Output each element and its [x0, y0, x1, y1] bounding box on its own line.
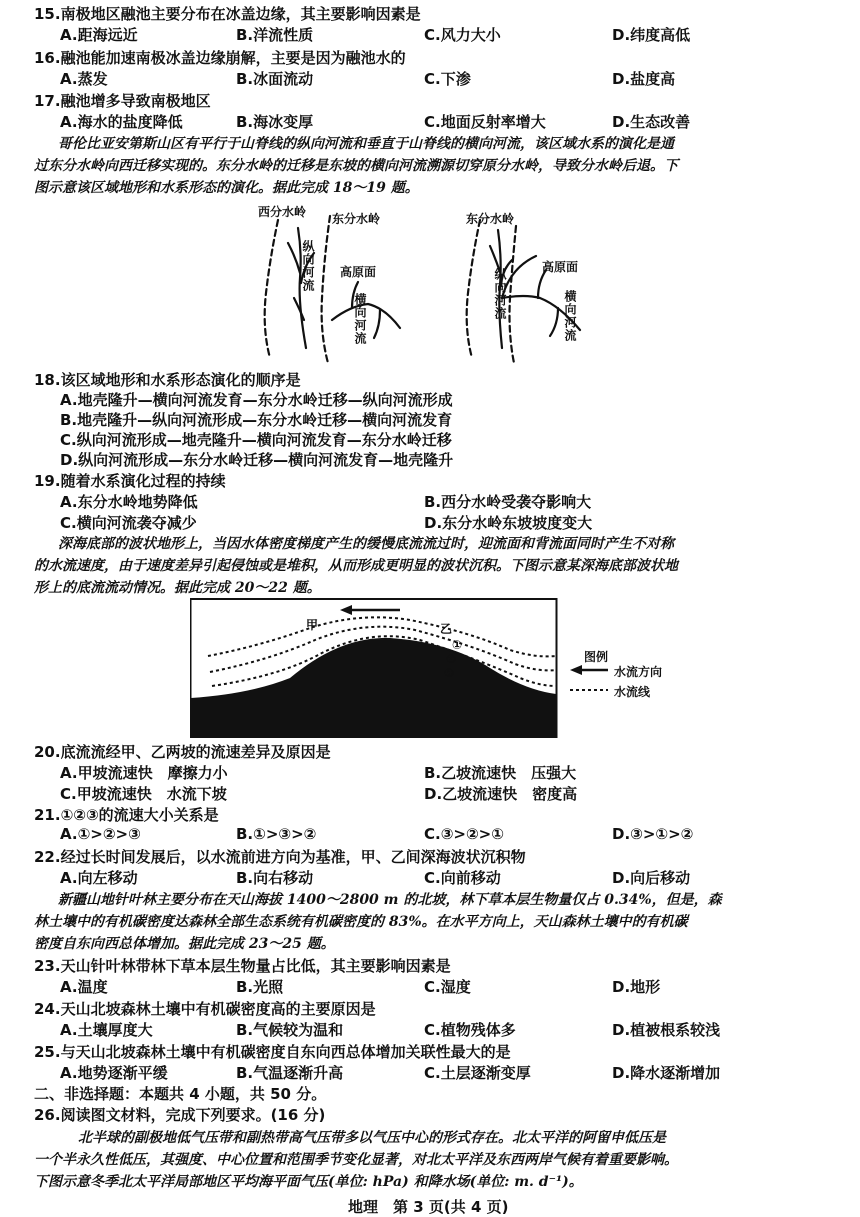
- q21-option-a: A.①>②>③: [60, 825, 141, 843]
- q18-option-a: A.地壳隆升—横向河流发育—东分水岭迁移—纵向河流形成: [60, 391, 453, 409]
- label-transverse-river-left: 横向河流: [353, 293, 367, 345]
- q22-option-a: A.向左移动: [60, 869, 138, 887]
- q22-option-d: D.向后移动: [612, 869, 691, 887]
- q17-option-a: A.海水的盐度降低: [60, 113, 183, 131]
- q21-option-c: C.③>②>①: [424, 825, 504, 843]
- label-east-divide-right: 东分水岭: [466, 212, 515, 226]
- q19-option-c: C.横向河流袭夺减少: [60, 514, 197, 532]
- label-plateau-right: 高原面: [542, 260, 579, 274]
- label-flow-line-3: ③: [444, 666, 455, 680]
- label-slope-jia: 甲: [306, 618, 319, 632]
- legend-title: 图例: [584, 650, 609, 664]
- q22-option-b: B.向右移动: [236, 869, 314, 887]
- q25-option-c: C.土层逐渐变厚: [424, 1064, 531, 1082]
- question-21-stem: 21.①②③的流速大小关系是: [34, 806, 219, 824]
- passage-20-line-2: 的水流速度，由于速度差异引起侵蚀或是堆积，从而形成更明显的波状沉积。下图示意某深海底部波状地: [34, 558, 678, 574]
- legend-flow-line: 水流线: [614, 685, 651, 699]
- question-18-stem: 18.该区域地形和水系形态演化的顺序是: [34, 371, 301, 389]
- label-west-divide-left: 西分水岭: [258, 205, 307, 219]
- q15-option-b: B.洋流性质: [236, 26, 314, 44]
- passage-26-line-3: 下图示意冬季北太平洋局部地区平均海平面气压(单位: hPa) 和降水场(单位: m. d⁻¹)。: [34, 1174, 583, 1190]
- q20-option-b: B.乙坡流速快 压强大: [424, 764, 577, 782]
- q17-option-c: C.地面反射率增大: [424, 113, 546, 131]
- q23-option-b: B.光照: [236, 978, 284, 996]
- q20-option-c: C.甲坡流速快 水流下坡: [60, 785, 227, 803]
- question-16-stem: 16.融池能加速南极冰盖边缘崩解，主要是因为融池水的: [34, 49, 406, 67]
- legend-flow-direction: 水流方向: [614, 665, 663, 679]
- question-17-stem: 17.融池增多导致南极地区: [34, 92, 211, 110]
- passage-23-line-2: 林土壤中的有机碳密度达森林全部生态系统有机碳密度的 83%。在水平方向上，天山森林土壤中的有机碳: [34, 914, 688, 930]
- passage-23-line-3: 密度自东向西总体增加。据此完成 23～25 题。: [34, 936, 335, 952]
- q24-option-d: D.植被根系较浅: [612, 1021, 721, 1039]
- q15-option-d: D.纬度高低: [612, 26, 691, 44]
- label-longitudinal-river-left: 纵向河流: [301, 240, 315, 292]
- passage-18-line-1: 哥伦比亚安第斯山区有平行于山脊线的纵向河流和垂直于山脊线的横向河流，该区域水系的演化是通: [58, 136, 674, 152]
- label-east-divide-left: 东分水岭: [332, 212, 381, 226]
- q15-option-a: A.距海远近: [60, 26, 138, 44]
- q23-option-a: A.温度: [60, 978, 108, 996]
- label-slope-yi: 乙: [440, 622, 453, 636]
- question-26-stem: 26.阅读图文材料，完成下列要求。(16 分): [34, 1106, 326, 1124]
- passage-18-line-3: 图示意该区域地形和水系形态的演化。据此完成 18～19 题。: [34, 180, 419, 196]
- question-20-stem: 20.底流流经甲、乙两坡的流速差异及原因是: [34, 743, 331, 761]
- question-22-stem: 22.经过长时间发展后，以水流前进方向为基准，甲、乙间深海波状沉积物: [34, 848, 526, 866]
- q18-option-d: D.纵向河流形成—东分水岭迁移—横向河流发育—地壳隆升: [60, 451, 454, 469]
- bottom-current-diagram: [190, 598, 670, 740]
- q25-option-a: A.地势逐渐平缓: [60, 1064, 168, 1082]
- passage-20-line-1: 深海底部的波状地形上，当因水体密度梯度产生的缓慢底流流过时，迎流面和背流面同时产生不对称: [58, 536, 674, 552]
- q25-option-d: D.降水逐渐增加: [612, 1064, 721, 1082]
- bottom-current-figure: [190, 598, 670, 740]
- passage-20-line-3: 形上的底流流动情况。据此完成 20～22 题。: [34, 580, 321, 596]
- q17-option-d: D.生态改善: [612, 113, 691, 131]
- q25-option-b: B.气温逐渐升高: [236, 1064, 344, 1082]
- question-19-stem: 19.随着水系演化过程的持续: [34, 472, 226, 490]
- question-15-stem: 15.南极地区融池主要分布在冰盖边缘，其主要影响因素是: [34, 5, 421, 23]
- q23-option-c: C.湿度: [424, 978, 471, 996]
- page-footer: 地理 第 3 页(共 4 页): [348, 1198, 509, 1216]
- q18-option-c: C.纵向河流形成—地壳隆升—横向河流发育—东分水岭迁移: [60, 431, 452, 449]
- q16-option-c: C.下渗: [424, 70, 471, 88]
- question-25-stem: 25.与天山北坡森林土壤中有机碳密度自东向西总体增加关联性最大的是: [34, 1043, 511, 1061]
- q22-option-c: C.向前移动: [424, 869, 501, 887]
- passage-18-line-2: 过东分水岭向西迁移实现的。东分水岭的迁移是东坡的横向河流溯源切穿原分水岭，导致分水岭后退。下: [34, 158, 678, 174]
- label-flow-line-2: ②: [446, 652, 457, 666]
- q20-option-d: D.乙坡流速快 密度高: [424, 785, 578, 803]
- passage-26-line-1: 北半球的副极地低气压带和副热带高气压带多以气压中心的形式存在。北太平洋的阿留申低压是: [78, 1130, 666, 1146]
- q23-option-d: D.地形: [612, 978, 661, 996]
- q17-option-b: B.海冰变厚: [236, 113, 314, 131]
- q15-option-c: C.风力大小: [424, 26, 501, 44]
- passage-26-line-2: 一个半永久性低压，其强度、中心位置和范围季节变化显著，对北太平洋及东西两岸气候有着重要影响。: [34, 1152, 678, 1168]
- q18-option-b: B.地壳隆升—纵向河流形成—东分水岭迁移—横向河流发育: [60, 411, 453, 429]
- q19-option-b: B.西分水岭受袭夺影响大: [424, 493, 592, 511]
- q16-option-d: D.盐度高: [612, 70, 676, 88]
- q24-option-b: B.气候较为温和: [236, 1021, 344, 1039]
- label-plateau-left: 高原面: [340, 265, 377, 279]
- q24-option-c: C.植物残体多: [424, 1021, 516, 1039]
- q19-option-a: A.东分水岭地势降低: [60, 493, 198, 511]
- question-23-stem: 23.天山针叶林带林下草本层生物量占比低，其主要影响因素是: [34, 957, 451, 975]
- question-24-stem: 24.天山北坡森林土壤中有机碳密度高的主要原因是: [34, 1000, 376, 1018]
- label-transverse-river-right: 横向河流: [563, 290, 577, 342]
- q24-option-a: A.土壤厚度大: [60, 1021, 153, 1039]
- watershed-evolution-figure: [240, 198, 630, 366]
- q16-option-a: A.蒸发: [60, 70, 108, 88]
- q16-option-b: B.冰面流动: [236, 70, 314, 88]
- label-longitudinal-river-right: 纵向河流: [493, 268, 507, 320]
- label-flow-line-1: ①: [452, 638, 463, 652]
- q21-option-d: D.③>①>②: [612, 825, 694, 843]
- q21-option-b: B.①>③>②: [236, 825, 317, 843]
- section-2-heading: 二、非选择题：本题共 4 小题，共 50 分。: [34, 1085, 327, 1103]
- q20-option-a: A.甲坡流速快 摩擦力小: [60, 764, 228, 782]
- q19-option-d: D.东分水岭东坡坡度变大: [424, 514, 593, 532]
- passage-23-line-1: 新疆山地针叶林主要分布在天山海拔 1400～2800 m 的北坡，林下草本层生物量仅占 0.34%，但是，森: [58, 892, 722, 908]
